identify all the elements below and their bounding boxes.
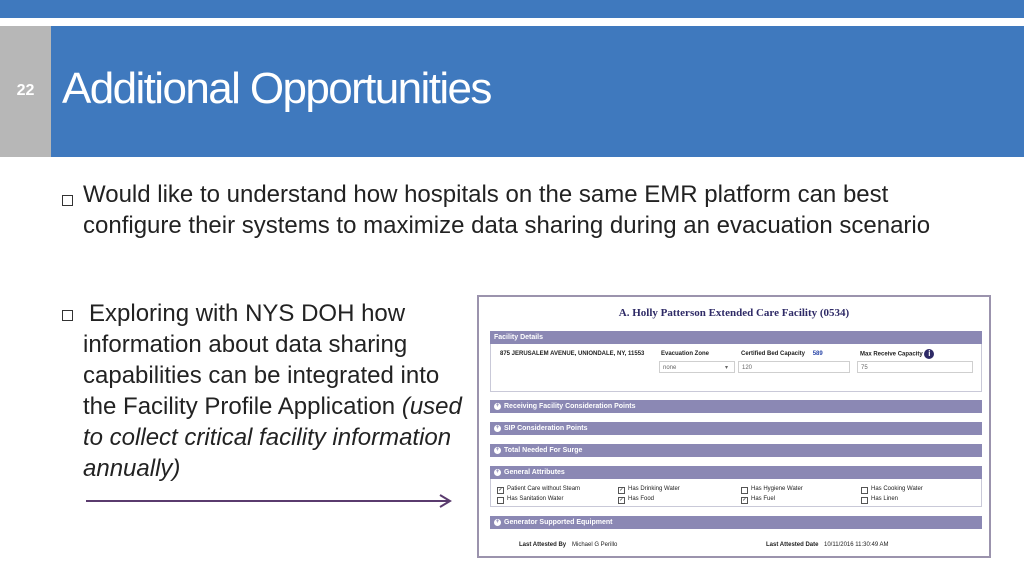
attested-by-label: Last Attested By (519, 542, 567, 548)
expand-icon: + (495, 518, 500, 525)
attribute-checkbox[interactable]: ✓ (742, 497, 747, 503)
top-accent-bar (0, 0, 1024, 18)
max-receive-input[interactable]: 75 (857, 361, 973, 373)
general-attributes-header[interactable]: + General Attributes (490, 466, 982, 479)
attribute-label: Has Hygiene Water (751, 486, 803, 492)
attested-date-value: 10/11/2016 11:30:49 AM (824, 542, 889, 548)
attribute-checkbox[interactable]: ✓ (619, 497, 624, 503)
info-icon[interactable]: i (924, 349, 934, 359)
attribute-checkbox[interactable]: ✓ (498, 487, 503, 493)
facility-details-panel (490, 344, 982, 392)
attribute-label: Has Linen (871, 496, 899, 502)
attribute-label: Has Cooking Water (871, 486, 923, 492)
arrow-pointer (86, 490, 456, 512)
bullet-2-italic: (used to collect critical facility information annually) (83, 393, 462, 482)
bullet-2 (83, 298, 473, 484)
attribute-label: Has Sanitation Water (507, 496, 564, 502)
attribute-checkbox[interactable] (741, 487, 748, 494)
bed-capacity-input[interactable]: 120 (738, 361, 850, 373)
expand-icon: + (495, 424, 500, 431)
bed-capacity-number: 589 (812, 351, 823, 357)
general-attributes-panel (490, 479, 982, 507)
facility-address: 875 JERUSALEM AVENUE, UNIONDALE, NY, 11553 (500, 351, 645, 357)
top-gap (0, 18, 1024, 26)
expand-icon: + (495, 446, 500, 453)
evacuation-zone-select[interactable]: none ▾ (659, 361, 735, 373)
chevron-down-icon: ▾ (724, 365, 728, 371)
attested-by-value: Michael G Perillo (572, 542, 618, 548)
attribute-label: Has Drinking Water (628, 486, 680, 492)
attribute-label: Patient Care without Steam (507, 486, 581, 492)
expand-icon: + (495, 402, 500, 409)
facility-title: A. Holly Patterson Extended Care Facility (0534) (618, 307, 850, 319)
attribute-label: Has Fuel (751, 496, 776, 502)
attribute-checkbox[interactable]: ✓ (619, 487, 624, 493)
collapse-icon: + (495, 468, 500, 475)
max-receive-label: Max Receive Capacity i (860, 349, 934, 359)
slide-number: 22 (16, 82, 35, 99)
evacuation-zone-label: Evacuation Zone (661, 351, 710, 357)
surge-section-header[interactable]: + Total Needed For Surge (490, 444, 982, 457)
facility-profile-screenshot (477, 295, 991, 558)
bullet-box-2 (62, 310, 73, 321)
sip-section-header[interactable]: + SIP Consideration Points (490, 422, 982, 435)
attribute-label: Has Food (628, 496, 655, 502)
attribute-checkbox[interactable] (861, 497, 868, 504)
attribute-checkbox[interactable] (861, 487, 868, 494)
generator-section-header[interactable]: + Generator Supported Equipment (490, 516, 982, 529)
bullet-2-text: Exploring with NYS DOH how information about data sharing capabilities can be integrated into the Facility Profile Application (83, 300, 440, 420)
bed-capacity-label: Certified Bed Capacity 589 (741, 351, 823, 357)
attribute-checkbox[interactable] (497, 497, 504, 504)
receiving-section-header[interactable]: + Receiving Facility Consideration Points (490, 400, 982, 413)
attested-date-label: Last Attested Date (766, 542, 819, 548)
facility-details-header[interactable] (490, 331, 982, 344)
facility-details-label: Facility Details (494, 334, 544, 341)
slide-title: Additional Opportunities (62, 64, 491, 113)
bullet-1-text: Would like to understand how hospitals on the same EMR platform can best configure their systems to maximize data sharing during an evacuation scenario (83, 181, 931, 239)
bullet-box-1 (62, 195, 73, 206)
